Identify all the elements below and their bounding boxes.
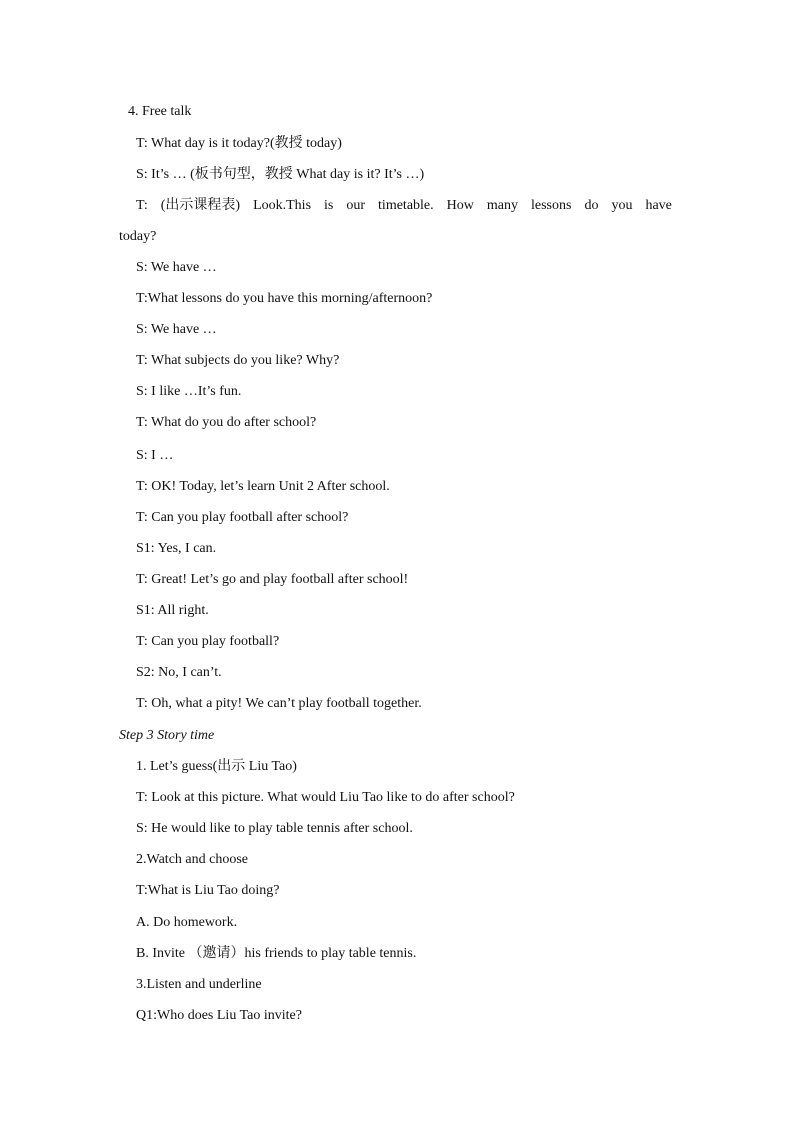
dialogue-line: T: OK! Today, let’s learn Unit 2 After school. [136,479,390,494]
dialogue-line: T:What is Liu Tao doing? [136,883,280,898]
dialogue-line: T: What do you do after school? [136,415,317,430]
dialogue-line: T: What subjects do you like? Why? [136,353,340,368]
dialogue-line: S2: No, I can’t. [136,665,222,680]
dialogue-line: T: Can you play football after school? [136,510,349,525]
dialogue-line-justified [136,197,672,215]
question-line: Q1:Who does Liu Tao invite? [136,1008,302,1023]
section-heading-free-talk: 4. Free talk [128,104,192,119]
activity-heading: 3.Listen and underline [136,977,262,992]
word: T: [136,198,148,213]
activity-heading: 2.Watch and choose [136,852,248,867]
word: our [346,198,366,213]
step-heading-story-time: Step 3 Story time [119,728,215,743]
word: How [446,198,474,213]
word: Look.This [253,198,312,213]
dialogue-line: S1: Yes, I can. [136,541,217,556]
word: do [584,198,599,213]
dialogue-line: T: Look at this picture. What would Liu Tao like to do after school? [136,790,515,805]
dialogue-line-continuation: today? [119,229,157,244]
choice-option-a: A. Do homework. [136,915,238,930]
word: is [324,198,334,213]
dialogue-line: S: We have … [136,322,217,337]
dialogue-line: S: It’s … (板书句型，教授 What day is it? It’s …) [136,167,425,182]
dialogue-line: T: What day is it today?(教授 today) [136,136,342,151]
dialogue-line: S: We have … [136,260,217,275]
dialogue-line: S: He would like to play table tennis after school. [136,821,413,836]
dialogue-line: T:What lessons do you have this morning/afternoon? [136,291,433,306]
word: (出示课程表) [160,198,241,213]
dialogue-line: T: Great! Let’s go and play football after school! [136,572,409,587]
dialogue-line: T: Can you play football? [136,634,280,649]
word: have [645,198,672,213]
word: you [611,198,633,213]
activity-heading: 1. Let’s guess(出示 Liu Tao) [136,759,297,774]
dialogue-line: S: I like …It’s fun. [136,384,242,399]
word: many [486,198,518,213]
choice-option-b: B. Invite （邀请）his friends to play table tennis. [136,946,417,961]
dialogue-line: T: Oh, what a pity! We can’t play football together. [136,696,422,711]
dialogue-line: S1: All right. [136,603,209,618]
word: timetable. [378,198,434,213]
word: lessons [530,198,572,213]
dialogue-line: S: I … [136,448,174,463]
